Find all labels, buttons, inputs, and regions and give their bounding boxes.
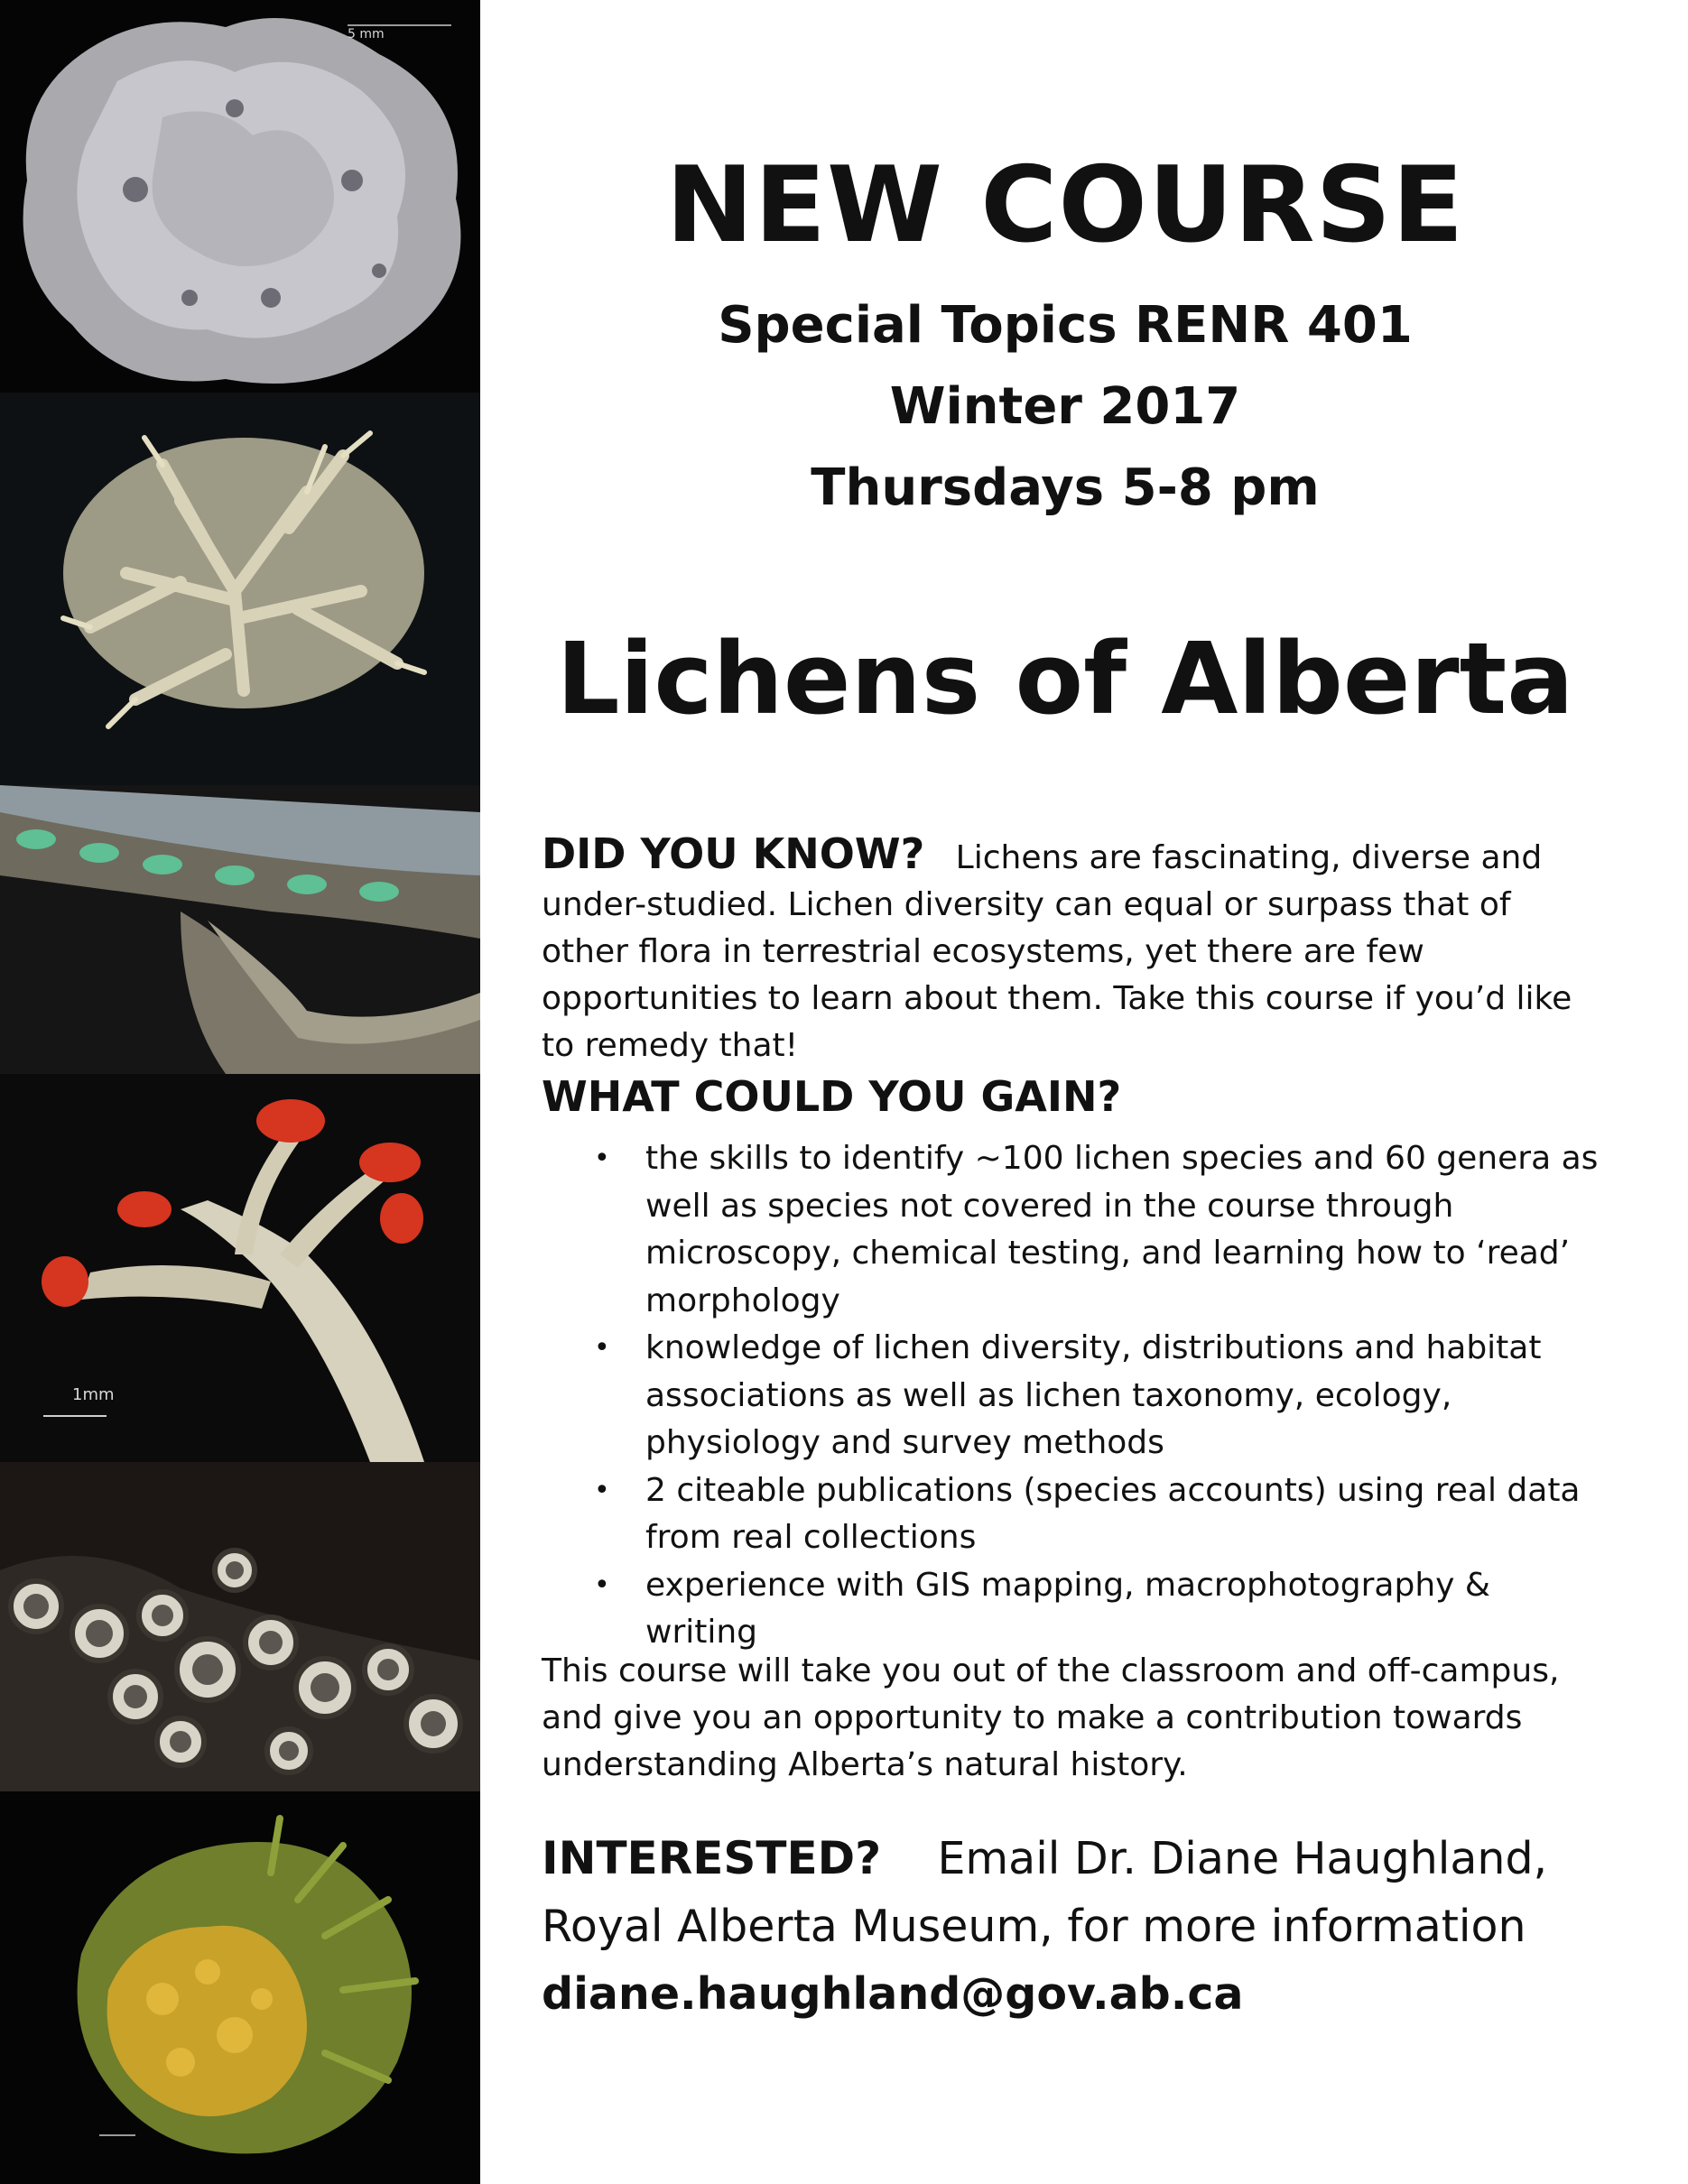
flyer-title: NEW COURSE xyxy=(665,144,1465,266)
course-term: Winter 2017 xyxy=(889,377,1241,436)
photo-scale-label: 5 mm xyxy=(348,27,385,42)
closing-paragraph: This course will take you out of the classroom and off-campus, and give you an opportunity to make a contribution towards understanding Alberta’s natural history. xyxy=(542,1652,1560,1783)
interested-section xyxy=(542,1825,1607,2028)
lichen-photo-apothecia xyxy=(0,1462,480,1791)
list-item: • the skills to identify ~100 lichen species and 60 genera as well as species not covered in the course through microscopy, chemical testing, and learning how to ‘read’ morphology xyxy=(542,1135,1607,1325)
photo-strip xyxy=(0,0,480,2184)
bullet: • xyxy=(594,1332,610,1364)
lichen-photo-cross-section xyxy=(0,785,480,1074)
course-code: Special Topics RENR 401 xyxy=(718,296,1413,355)
gain-heading: WHAT COULD YOU GAIN? xyxy=(542,1072,1122,1121)
list-item: • knowledge of lichen diversity, distributions and habitat associations as well as lichen taxonomy, ecology, physiology and survey methods xyxy=(542,1325,1607,1467)
contact-line-1: Email Dr. Diane Haughland, xyxy=(937,1833,1548,1884)
lichen-photo-foliose-grey xyxy=(0,0,480,393)
photo-scale-label: 1mm xyxy=(72,1385,115,1404)
course-schedule: Thursdays 5-8 pm xyxy=(811,458,1320,517)
list-item: • experience with GIS mapping, macrophotography & writing xyxy=(542,1562,1607,1657)
lichen-photo-yellow-moss xyxy=(0,1791,480,2184)
did-you-know-heading: DID YOU KNOW? xyxy=(542,829,925,878)
lichen-photo-red-tipped xyxy=(0,1074,480,1462)
did-you-know-body: Lichens are fascinating, diverse and under-studied. Lichen diversity can equal or surpass that of other flora in terrestrial ecosystems, yet there are few opportunities to learn about them. Take this course if you’d like to remedy that! xyxy=(542,839,1572,1064)
interested-heading: INTERESTED? xyxy=(542,1832,882,1884)
bullet: • xyxy=(594,1474,610,1506)
bullet: • xyxy=(594,1143,610,1174)
gain-list xyxy=(542,1135,1607,1657)
contact-line-2: Royal Alberta Museum, for more information xyxy=(542,1901,1526,1952)
lichen-photo-fruticose xyxy=(0,393,480,785)
course-name: Lichens of Alberta xyxy=(556,621,1574,736)
did-you-know-section xyxy=(542,830,1607,1069)
list-item: • 2 citeable publications (species accounts) using real data from real collections xyxy=(542,1467,1607,1562)
bullet: • xyxy=(594,1569,610,1601)
contact-email-link[interactable]: diane.haughland@gov.ab.ca xyxy=(542,1968,1244,2020)
